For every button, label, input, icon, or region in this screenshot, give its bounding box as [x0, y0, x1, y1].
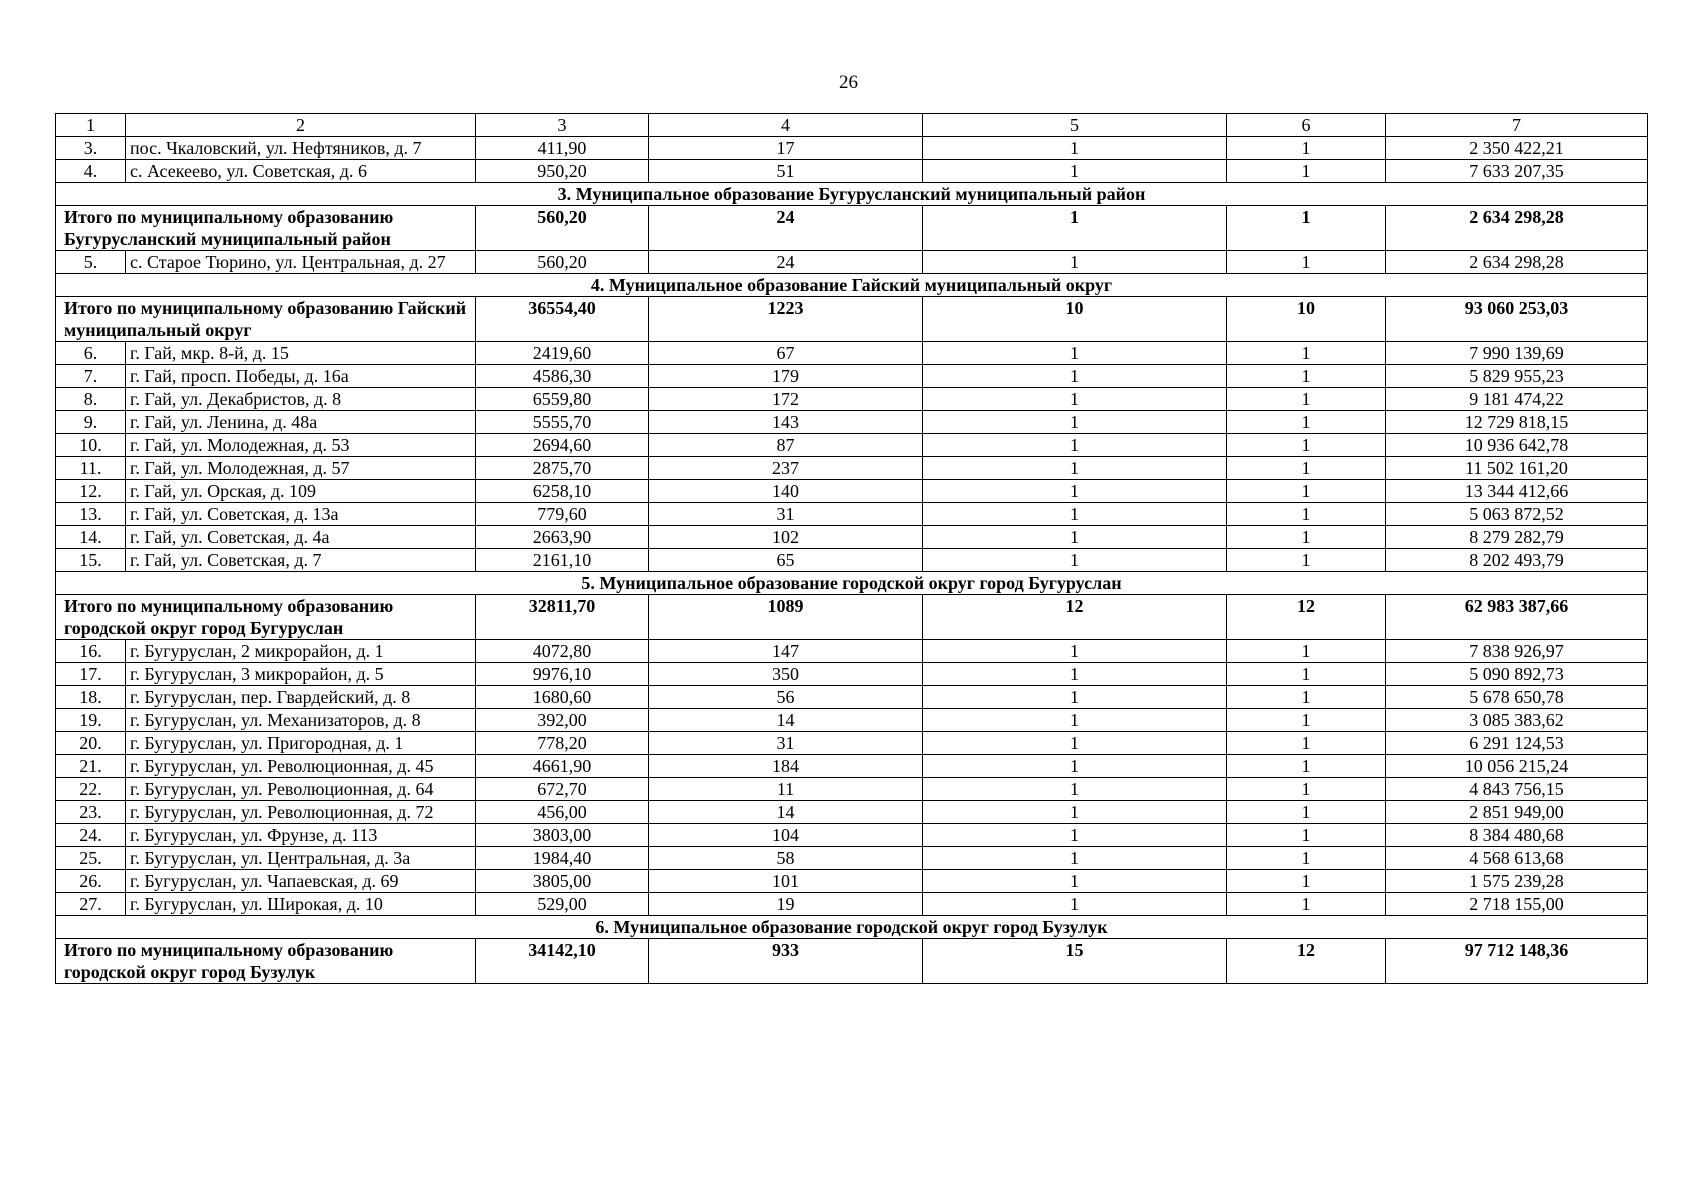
cell-col6: 1	[1227, 686, 1386, 709]
address-cell: г. Бугуруслан, 2 микрорайон, д. 1	[126, 640, 476, 663]
row-number: 13.	[56, 503, 126, 526]
cell-col4: 1089	[649, 595, 923, 640]
table-row	[56, 847, 1648, 870]
cell-col5: 1	[923, 755, 1227, 778]
row-number: 19.	[56, 709, 126, 732]
cell-col6: 1	[1227, 411, 1386, 434]
column-number: 1	[56, 114, 126, 137]
cell-col6: 10	[1227, 297, 1386, 342]
cell-col4: 56	[649, 686, 923, 709]
section-title: 4. Муниципальное образование Гайский муниципальный округ	[56, 274, 1648, 297]
cell-col5: 1	[923, 503, 1227, 526]
cell-col5: 1	[923, 457, 1227, 480]
cell-col3: 950,20	[476, 160, 649, 183]
cell-col3: 32811,70	[476, 595, 649, 640]
cell-col3: 529,00	[476, 893, 649, 916]
cell-col5: 10	[923, 297, 1227, 342]
address-cell: г. Гай, ул. Молодежная, д. 57	[126, 457, 476, 480]
cell-col7: 2 634 298,28	[1386, 251, 1648, 274]
cell-col3: 778,20	[476, 732, 649, 755]
cell-col3: 560,20	[476, 251, 649, 274]
cell-col6: 12	[1227, 595, 1386, 640]
cell-col7: 5 829 955,23	[1386, 365, 1648, 388]
section-header-row	[56, 916, 1648, 939]
cell-col3: 672,70	[476, 778, 649, 801]
row-number: 12.	[56, 480, 126, 503]
cell-col4: 172	[649, 388, 923, 411]
row-number: 20.	[56, 732, 126, 755]
table-row	[56, 549, 1648, 572]
cell-col6: 1	[1227, 434, 1386, 457]
cell-col3: 2694,60	[476, 434, 649, 457]
cell-col4: 31	[649, 732, 923, 755]
cell-col6: 1	[1227, 663, 1386, 686]
address-cell: г. Бугуруслан, пер. Гвардейский, д. 8	[126, 686, 476, 709]
address-cell: г. Гай, ул. Советская, д. 7	[126, 549, 476, 572]
table-row	[56, 251, 1648, 274]
cell-col6: 1	[1227, 640, 1386, 663]
address-cell: г. Бугуруслан, ул. Фрунзе, д. 113	[126, 824, 476, 847]
cell-col3: 4072,80	[476, 640, 649, 663]
cell-col5: 1	[923, 847, 1227, 870]
cell-col5: 1	[923, 365, 1227, 388]
cell-col4: 140	[649, 480, 923, 503]
cell-col3: 1680,60	[476, 686, 649, 709]
address-cell: г. Бугуруслан, ул. Широкая, д. 10	[126, 893, 476, 916]
table-row	[56, 411, 1648, 434]
address-cell: г. Бугуруслан, ул. Чапаевская, д. 69	[126, 870, 476, 893]
cell-col6: 1	[1227, 526, 1386, 549]
cell-col7: 10 056 215,24	[1386, 755, 1648, 778]
row-number: 8.	[56, 388, 126, 411]
cell-col4: 65	[649, 549, 923, 572]
cell-col5: 12	[923, 595, 1227, 640]
row-number: 26.	[56, 870, 126, 893]
cell-col5: 1	[923, 206, 1227, 251]
cell-col6: 12	[1227, 939, 1386, 984]
cell-col3: 3805,00	[476, 870, 649, 893]
cell-col6: 1	[1227, 160, 1386, 183]
column-number: 3	[476, 114, 649, 137]
cell-col5: 1	[923, 893, 1227, 916]
row-number: 7.	[56, 365, 126, 388]
cell-col4: 147	[649, 640, 923, 663]
row-number: 25.	[56, 847, 126, 870]
row-number: 24.	[56, 824, 126, 847]
cell-col5: 1	[923, 251, 1227, 274]
cell-col4: 24	[649, 206, 923, 251]
cell-col4: 87	[649, 434, 923, 457]
table-row	[56, 663, 1648, 686]
cell-col3: 34142,10	[476, 939, 649, 984]
section-header-row	[56, 274, 1648, 297]
table-body	[56, 114, 1648, 984]
cell-col7: 11 502 161,20	[1386, 457, 1648, 480]
cell-col5: 1	[923, 434, 1227, 457]
cell-col5: 1	[923, 778, 1227, 801]
row-number: 10.	[56, 434, 126, 457]
cell-col4: 58	[649, 847, 923, 870]
column-number-row	[56, 114, 1648, 137]
table-row	[56, 870, 1648, 893]
cell-col3: 3803,00	[476, 824, 649, 847]
row-number: 5.	[56, 251, 126, 274]
address-cell: г. Бугуруслан, ул. Революционная, д. 64	[126, 778, 476, 801]
cell-col7: 2 718 155,00	[1386, 893, 1648, 916]
cell-col6: 1	[1227, 457, 1386, 480]
cell-col6: 1	[1227, 778, 1386, 801]
address-cell: г. Бугуруслан, ул. Центральная, д. 3а	[126, 847, 476, 870]
cell-col4: 24	[649, 251, 923, 274]
cell-col7: 8 202 493,79	[1386, 549, 1648, 572]
section-header-row	[56, 183, 1648, 206]
address-cell: г. Гай, ул. Советская, д. 13а	[126, 503, 476, 526]
cell-col7: 9 181 474,22	[1386, 388, 1648, 411]
cell-col5: 1	[923, 137, 1227, 160]
total-row	[56, 297, 1648, 342]
row-number: 17.	[56, 663, 126, 686]
cell-col7: 97 712 148,36	[1386, 939, 1648, 984]
cell-col7: 62 983 387,66	[1386, 595, 1648, 640]
address-cell: г. Гай, просп. Победы, д. 16а	[126, 365, 476, 388]
cell-col3: 2875,70	[476, 457, 649, 480]
total-row	[56, 939, 1648, 984]
cell-col5: 1	[923, 160, 1227, 183]
column-number: 5	[923, 114, 1227, 137]
table-row	[56, 503, 1648, 526]
table-row	[56, 709, 1648, 732]
cell-col7: 7 990 139,69	[1386, 342, 1648, 365]
cell-col4: 11	[649, 778, 923, 801]
cell-col4: 31	[649, 503, 923, 526]
cell-col4: 102	[649, 526, 923, 549]
row-number: 3.	[56, 137, 126, 160]
cell-col6: 1	[1227, 755, 1386, 778]
cell-col3: 2161,10	[476, 549, 649, 572]
column-number: 6	[1227, 114, 1386, 137]
cell-col5: 1	[923, 663, 1227, 686]
cell-col3: 456,00	[476, 801, 649, 824]
cell-col7: 10 936 642,78	[1386, 434, 1648, 457]
page-number: 26	[839, 72, 858, 93]
table-row	[56, 342, 1648, 365]
cell-col5: 1	[923, 388, 1227, 411]
table-row	[56, 640, 1648, 663]
table-row	[56, 365, 1648, 388]
address-cell: г. Гай, мкр. 8-й, д. 15	[126, 342, 476, 365]
cell-col7: 2 350 422,21	[1386, 137, 1648, 160]
section-title: 6. Муниципальное образование городской округ город Бузулук	[56, 916, 1648, 939]
table-row	[56, 824, 1648, 847]
table-row	[56, 732, 1648, 755]
row-number: 14.	[56, 526, 126, 549]
cell-col7: 4 568 613,68	[1386, 847, 1648, 870]
address-cell: г. Бугуруслан, 3 микрорайон, д. 5	[126, 663, 476, 686]
address-cell: г. Бугуруслан, ул. Революционная, д. 45	[126, 755, 476, 778]
row-number: 18.	[56, 686, 126, 709]
row-number: 4.	[56, 160, 126, 183]
cell-col3: 779,60	[476, 503, 649, 526]
cell-col3: 6559,80	[476, 388, 649, 411]
total-row	[56, 206, 1648, 251]
cell-col5: 1	[923, 709, 1227, 732]
cell-col4: 1223	[649, 297, 923, 342]
table-row	[56, 778, 1648, 801]
cell-col4: 184	[649, 755, 923, 778]
cell-col3: 4661,90	[476, 755, 649, 778]
cell-col6: 1	[1227, 549, 1386, 572]
table-row	[56, 160, 1648, 183]
table-row	[56, 801, 1648, 824]
cell-col3: 2663,90	[476, 526, 649, 549]
table-row	[56, 686, 1648, 709]
row-number: 23.	[56, 801, 126, 824]
cell-col7: 3 085 383,62	[1386, 709, 1648, 732]
cell-col7: 12 729 818,15	[1386, 411, 1648, 434]
cell-col7: 8 384 480,68	[1386, 824, 1648, 847]
section-title: 5. Муниципальное образование городской округ город Бугуруслан	[56, 572, 1648, 595]
section-header-row	[56, 572, 1648, 595]
cell-col7: 13 344 412,66	[1386, 480, 1648, 503]
cell-col7: 7 838 926,97	[1386, 640, 1648, 663]
row-number: 11.	[56, 457, 126, 480]
section-title: 3. Муниципальное образование Бугурусланский муниципальный район	[56, 183, 1648, 206]
cell-col6: 1	[1227, 893, 1386, 916]
cell-col3: 5555,70	[476, 411, 649, 434]
cell-col4: 143	[649, 411, 923, 434]
cell-col5: 1	[923, 686, 1227, 709]
address-cell: г. Гай, ул. Ленина, д. 48а	[126, 411, 476, 434]
address-cell: г. Гай, ул. Декабристов, д. 8	[126, 388, 476, 411]
cell-col7: 4 843 756,15	[1386, 778, 1648, 801]
cell-col5: 1	[923, 526, 1227, 549]
cell-col4: 179	[649, 365, 923, 388]
row-number: 16.	[56, 640, 126, 663]
cell-col4: 19	[649, 893, 923, 916]
cell-col6: 1	[1227, 365, 1386, 388]
address-cell: с. Асекеево, ул. Советская, д. 6	[126, 160, 476, 183]
cell-col3: 6258,10	[476, 480, 649, 503]
cell-col3: 36554,40	[476, 297, 649, 342]
total-label: Итого по муниципальному образованию городской округ город Бузулук	[56, 939, 476, 984]
cell-col5: 1	[923, 732, 1227, 755]
row-number: 22.	[56, 778, 126, 801]
cell-col6: 1	[1227, 206, 1386, 251]
cell-col6: 1	[1227, 709, 1386, 732]
cell-col3: 560,20	[476, 206, 649, 251]
row-number: 15.	[56, 549, 126, 572]
table-row	[56, 457, 1648, 480]
table-row	[56, 388, 1648, 411]
cell-col6: 1	[1227, 137, 1386, 160]
row-number: 21.	[56, 755, 126, 778]
housing-table	[55, 113, 1648, 984]
cell-col7: 1 575 239,28	[1386, 870, 1648, 893]
cell-col5: 1	[923, 640, 1227, 663]
table-row	[56, 480, 1648, 503]
cell-col6: 1	[1227, 388, 1386, 411]
cell-col7: 8 279 282,79	[1386, 526, 1648, 549]
address-cell: г. Бугуруслан, ул. Революционная, д. 72	[126, 801, 476, 824]
table-row	[56, 526, 1648, 549]
cell-col6: 1	[1227, 251, 1386, 274]
column-number: 4	[649, 114, 923, 137]
cell-col3: 392,00	[476, 709, 649, 732]
cell-col5: 1	[923, 824, 1227, 847]
address-cell: г. Гай, ул. Молодежная, д. 53	[126, 434, 476, 457]
cell-col4: 14	[649, 801, 923, 824]
cell-col4: 51	[649, 160, 923, 183]
total-row	[56, 595, 1648, 640]
cell-col7: 5 678 650,78	[1386, 686, 1648, 709]
cell-col5: 1	[923, 870, 1227, 893]
cell-col7: 5 090 892,73	[1386, 663, 1648, 686]
cell-col7: 6 291 124,53	[1386, 732, 1648, 755]
cell-col4: 14	[649, 709, 923, 732]
cell-col4: 933	[649, 939, 923, 984]
cell-col6: 1	[1227, 801, 1386, 824]
total-label: Итого по муниципальному образованию городской округ город Бугуруслан	[56, 595, 476, 640]
cell-col7: 5 063 872,52	[1386, 503, 1648, 526]
cell-col6: 1	[1227, 480, 1386, 503]
cell-col6: 1	[1227, 847, 1386, 870]
cell-col6: 1	[1227, 824, 1386, 847]
cell-col5: 15	[923, 939, 1227, 984]
row-number: 27.	[56, 893, 126, 916]
table-row	[56, 137, 1648, 160]
address-cell: г. Гай, ул. Советская, д. 4а	[126, 526, 476, 549]
address-cell: г. Гай, ул. Орская, д. 109	[126, 480, 476, 503]
table-row	[56, 434, 1648, 457]
cell-col3: 2419,60	[476, 342, 649, 365]
address-cell: с. Старое Тюрино, ул. Центральная, д. 27	[126, 251, 476, 274]
total-label: Итого по муниципальному образованию Бугурусланский муниципальный район	[56, 206, 476, 251]
cell-col7: 7 633 207,35	[1386, 160, 1648, 183]
cell-col7: 2 851 949,00	[1386, 801, 1648, 824]
cell-col6: 1	[1227, 342, 1386, 365]
cell-col4: 101	[649, 870, 923, 893]
cell-col3: 411,90	[476, 137, 649, 160]
address-cell: г. Бугуруслан, ул. Механизаторов, д. 8	[126, 709, 476, 732]
row-number: 6.	[56, 342, 126, 365]
cell-col3: 4586,30	[476, 365, 649, 388]
cell-col5: 1	[923, 480, 1227, 503]
table-row	[56, 755, 1648, 778]
cell-col5: 1	[923, 342, 1227, 365]
cell-col4: 104	[649, 824, 923, 847]
cell-col4: 237	[649, 457, 923, 480]
cell-col3: 9976,10	[476, 663, 649, 686]
address-cell: г. Бугуруслан, ул. Пригородная, д. 1	[126, 732, 476, 755]
row-number: 9.	[56, 411, 126, 434]
cell-col4: 67	[649, 342, 923, 365]
cell-col6: 1	[1227, 870, 1386, 893]
column-number: 2	[126, 114, 476, 137]
cell-col4: 17	[649, 137, 923, 160]
cell-col7: 93 060 253,03	[1386, 297, 1648, 342]
cell-col3: 1984,40	[476, 847, 649, 870]
cell-col6: 1	[1227, 732, 1386, 755]
cell-col5: 1	[923, 549, 1227, 572]
cell-col6: 1	[1227, 503, 1386, 526]
column-number: 7	[1386, 114, 1648, 137]
cell-col5: 1	[923, 411, 1227, 434]
cell-col5: 1	[923, 801, 1227, 824]
address-cell: пос. Чкаловский, ул. Нефтяников, д. 7	[126, 137, 476, 160]
table-row	[56, 893, 1648, 916]
cell-col7: 2 634 298,28	[1386, 206, 1648, 251]
total-label: Итого по муниципальному образованию Гайский муниципальный округ	[56, 297, 476, 342]
cell-col4: 350	[649, 663, 923, 686]
